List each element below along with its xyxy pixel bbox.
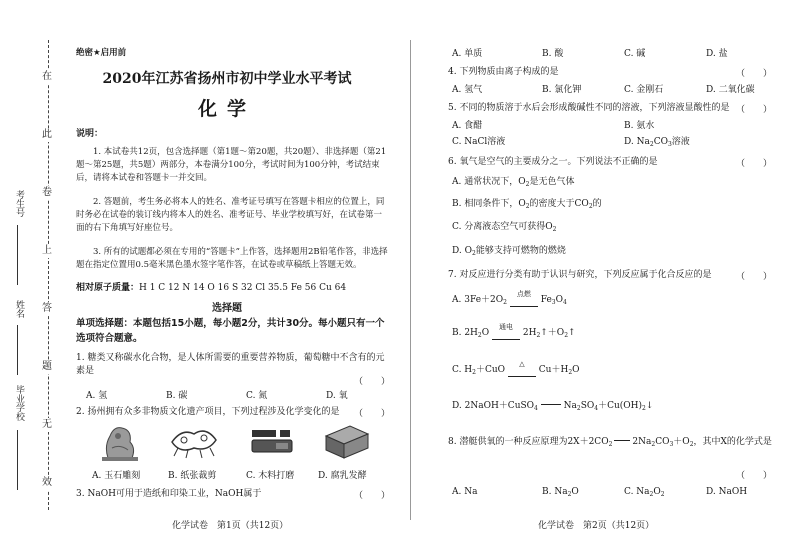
binding-char: 答 <box>42 303 52 314</box>
q6-answer-paren[interactable]: （ ） <box>736 159 773 169</box>
section-intro: 单项选择题：本题包括15小题，每小题2分，共计30分。每小题只有一个选项符合题意。 <box>76 318 385 344</box>
q8-option-a[interactable]: A. Na <box>452 487 478 497</box>
binding-char: 题 <box>42 361 52 372</box>
school-label: 毕业学校 <box>14 385 24 421</box>
q4-answer-paren[interactable]: （ ） <box>736 69 773 79</box>
q4-option-b[interactable]: B. 氯化钾 <box>542 85 582 95</box>
q3-option-d[interactable]: D. 盐 <box>706 49 728 59</box>
q5-option-d[interactable]: D. $Na_2CO_3$溶液 <box>624 137 690 148</box>
q5-answer-paren[interactable]: （ ） <box>736 105 773 115</box>
q6-option-c[interactable]: C. 分离液态空气可获得$O_2$ <box>452 222 557 233</box>
binding-char: 上 <box>42 245 52 256</box>
q6-option-a[interactable]: A. 通常状况下，$O_2$是无色气体 <box>452 177 575 188</box>
q5-option-a[interactable]: A. 食醋 <box>452 121 483 131</box>
q8-option-c[interactable]: C. $Na_2O_2$ <box>624 487 665 498</box>
instruction-3: 3. 所有的试题都必须在专用的“答题卡”上作答，选择题用2B铅笔作答，非选择题在指定位置用0.5毫米黑色墨水签字笔作答，在试卷或草稿纸上答题无效。 <box>76 247 388 270</box>
q1-answer-paren[interactable]: （ ） <box>354 377 391 387</box>
q3-option-b[interactable]: B. 酸 <box>542 49 564 59</box>
subject-title: 化学 <box>197 98 256 120</box>
instructions-heading: 说明： <box>76 129 104 139</box>
page-1 <box>62 0 392 560</box>
q1-stem: 1. 糖类又称碳水化合物，是人体所需要的重要营养物质，葡萄糖中不含有的元素是 <box>76 353 385 376</box>
name-label: 姓名 <box>14 300 24 318</box>
binding-margin <box>0 0 60 560</box>
q1-option-a[interactable]: A. 氢 <box>86 391 108 401</box>
wood-polishing-icon <box>246 418 298 462</box>
atomic-mass-label: 相对原子质量： <box>76 283 140 293</box>
fermented-tofu-icon <box>320 418 372 462</box>
atomic-mass-row <box>76 282 346 295</box>
school-field[interactable] <box>17 430 18 490</box>
q8-answer-paren[interactable]: （ ） <box>736 471 773 481</box>
q4-option-a[interactable]: A. 氢气 <box>452 85 483 95</box>
q8-stem: 8. 潜艇供氧的一种反应原理为$2X+2CO_2$ $2Na_2CO_3+O_2$，其中X的化学式是 <box>448 437 772 448</box>
q5-option-c[interactable]: C. NaCl溶液 <box>452 137 506 147</box>
q7-stem: 7. 对反应进行分类有助于认识与研究，下列反应属于化合反应的是 <box>448 270 712 280</box>
binding-char: 无 <box>42 419 52 430</box>
condition-heat: △ <box>519 360 525 368</box>
q3-option-c[interactable]: C. 碱 <box>624 49 646 59</box>
q1-option-c[interactable]: C. 氮 <box>246 391 268 401</box>
q4-stem: 4. 下列物质由离子构成的是 <box>448 67 559 77</box>
condition-electrolysis: 通电 <box>499 323 513 331</box>
section-title: 选择题 <box>212 303 242 314</box>
q5-stem: 5. 不同的物质溶于水后会形成酸碱性不同的溶液，下列溶液显酸性的是 <box>448 103 730 113</box>
q2-answer-paren[interactable]: （ ） <box>354 409 391 419</box>
binding-char: 卷 <box>42 187 52 198</box>
q4-option-c[interactable]: C. 金刚石 <box>624 85 664 95</box>
q4-option-d[interactable]: D. 二氧化碳 <box>706 85 755 95</box>
q6-option-d[interactable]: D. $O_2$能够支持可燃物的燃烧 <box>452 246 566 257</box>
q2-option-b[interactable]: B. 纸张裁剪 <box>168 471 217 481</box>
q7-option-b[interactable]: B. $2H_2O$ $^{通电}$ $2H_2↑+O_2↑$ <box>452 323 576 339</box>
q6-option-b[interactable]: B. 相同条件下，$O_2$的密度大于$CO_2$的 <box>452 199 602 210</box>
paper-cutting-icon <box>168 418 220 462</box>
secret-label: 绝密★启用前 <box>76 48 127 58</box>
atomic-mass-values: H 1 C 12 N 14 O 16 S 32 Cl 35.5 Fe 56 Cu 64 <box>139 283 347 293</box>
q7-option-a[interactable]: A. $3Fe+2O_2$ $^{点燃}$ $Fe_3O_4$ <box>452 290 567 306</box>
q2-option-c[interactable]: C. 木料打磨 <box>246 471 295 481</box>
name-field[interactable] <box>17 325 18 375</box>
q8-option-b[interactable]: B. $Na_2O$ <box>542 487 579 498</box>
q3-stem: 3. NaOH可用于造纸和印染工业，NaOH属于 <box>76 489 262 499</box>
q1-option-d[interactable]: D. 氧 <box>326 391 348 401</box>
q7-answer-paren[interactable]: （ ） <box>736 272 773 282</box>
q3-option-a[interactable]: A. 单质 <box>452 49 483 59</box>
exam-title: 2020年江苏省扬州市初中学业水平考试 <box>102 71 352 87</box>
condition-ignite: 点燃 <box>516 290 531 298</box>
instruction-2: 2. 答题前，考生务必将本人的姓名、准考证号填写在答题卡相应的位置上，同时务必在试卷的装订线内将本人的姓名、准考证号、毕业学校填写好，在试卷第一面的右下角填写好座位号。 <box>76 197 385 233</box>
q7-option-c[interactable]: C. $H_2+CuO$ △ $Cu+H_2O$ <box>452 360 580 376</box>
page-1-footer: 化学试卷 第1页（共12页） <box>172 521 289 531</box>
q7-option-d[interactable]: D. 2NaOH＋CuSO$_4$ $Na_2SO_4+Cu(OH)_2↓$ <box>452 401 654 412</box>
q2-stem: 2. 扬州拥有众多非物质文化遗产项目，下列过程涉及化学变化的是 <box>76 407 340 417</box>
jade-carving-icon <box>94 418 146 462</box>
examinee-number-label: 考生号 <box>14 190 24 217</box>
binding-char: 效 <box>42 477 52 488</box>
q5-option-b[interactable]: B. 氨水 <box>624 121 655 131</box>
page-divider <box>410 40 411 520</box>
q1-option-b[interactable]: B. 碳 <box>166 391 188 401</box>
instruction-1: 1. 本试卷共12页，包含选择题（第1题～第20题，共20题）、非选择题（第21题～第25题，共5题）两部分，本卷满分100分，考试时间为100分钟，考试结束后，请将本试卷和答题卡一并交回。 <box>76 147 387 183</box>
q8-option-d[interactable]: D. NaOH <box>706 487 748 497</box>
q6-stem: 6. 氧气是空气的主要成分之一。下列说法不正确的是 <box>448 157 658 167</box>
binding-dashed-line <box>48 40 49 510</box>
page-2-footer: 化学试卷 第2页（共12页） <box>538 521 655 531</box>
page-2 <box>418 0 778 560</box>
q2-option-a[interactable]: A. 玉石雕刻 <box>92 471 141 481</box>
binding-char: 在 <box>42 71 52 82</box>
q3-answer-paren[interactable]: （ ） <box>354 491 391 501</box>
examinee-number-field[interactable] <box>17 225 18 285</box>
q2-option-d[interactable]: D. 腐乳发酵 <box>318 471 367 481</box>
binding-char: 此 <box>42 129 52 140</box>
